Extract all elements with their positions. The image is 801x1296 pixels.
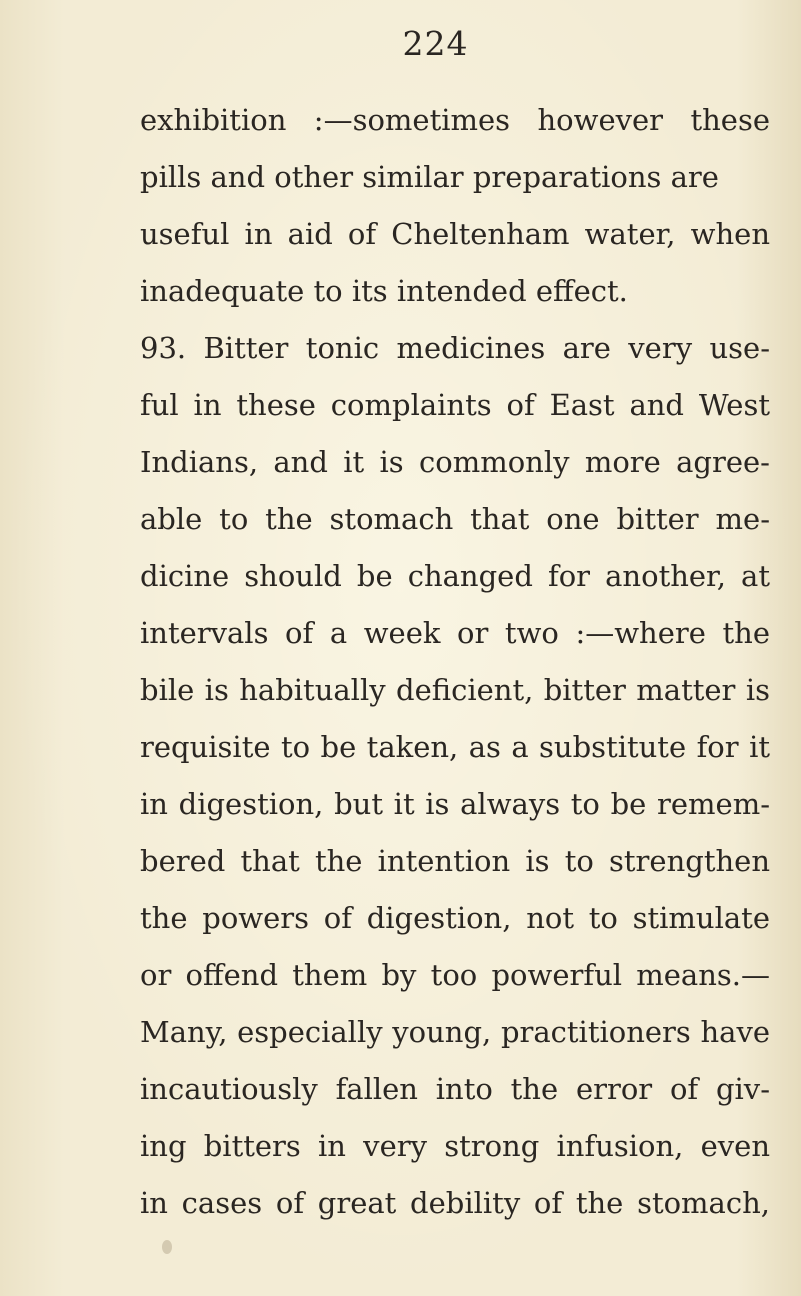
text-line: ing bitters in very strong infusion, even — [140, 1129, 770, 1163]
page-number: 224 — [402, 24, 469, 63]
text-line: useful in aid of Cheltenham water, when — [140, 217, 770, 251]
text-line: the powers of digestion, not to stimulate — [140, 901, 770, 935]
text-line: able to the stomach that one bitter me- — [140, 502, 770, 536]
text-line: ful in these complaints of East and West — [140, 388, 770, 422]
text-line: intervals of a week or two :—where the — [140, 616, 770, 650]
text-line: Many, especially young, practitioners have — [140, 1015, 770, 1049]
text-line: dicine should be changed for another, at — [140, 559, 770, 593]
text-line: exhibition :—sometimes however these — [140, 103, 770, 137]
text-line: bile is habitually deficient, bitter matter is — [140, 673, 770, 707]
text-line: Indians, and it is commonly more agree- — [140, 445, 770, 479]
text-line: inadequate to its intended effect. — [140, 274, 628, 308]
text-line: incautiously fallen into the error of giv- — [140, 1072, 770, 1106]
text-line: or offend them by too powerful means.— — [140, 958, 770, 992]
text-line: requisite to be taken, as a substitute for it — [140, 730, 770, 764]
ink-spot — [162, 1240, 172, 1254]
text-line: 93. Bitter tonic medicines are very use- — [140, 331, 770, 365]
body-text — [140, 92, 770, 1232]
text-line: bered that the intention is to strengthen — [140, 844, 770, 878]
text-line: in cases of great debility of the stomach, — [140, 1186, 770, 1220]
text-line: in digestion, but it is always to be remem- — [140, 787, 770, 821]
text-line: pills and other similar preparations are — [140, 160, 719, 194]
